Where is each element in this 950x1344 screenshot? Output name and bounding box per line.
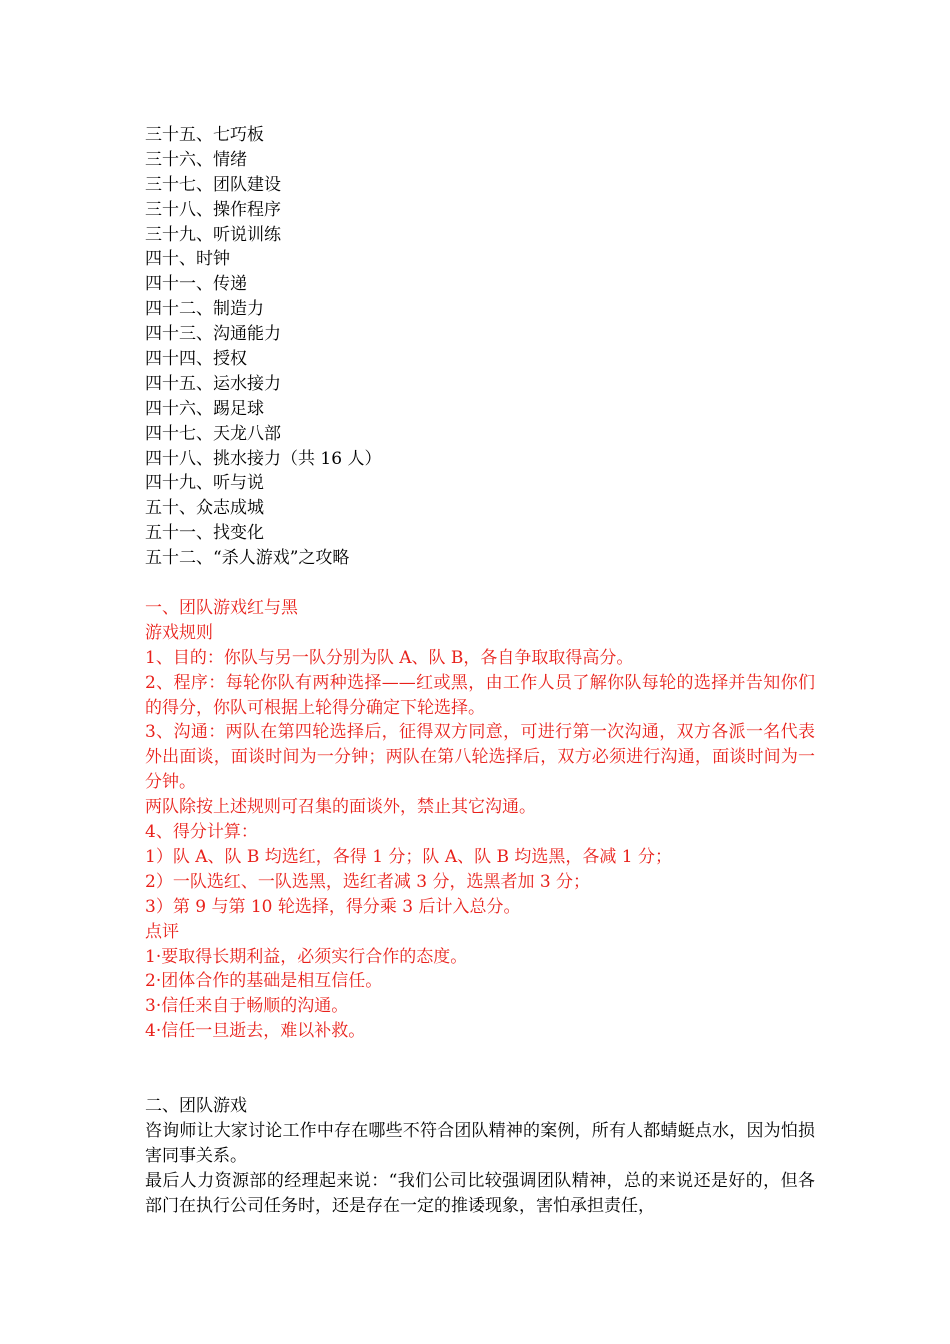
toc-item: 三十八、操作程序 [145, 199, 281, 220]
comment-item: 3·信任来自于畅顺的沟通。 [145, 996, 349, 1017]
section-team-game [145, 1094, 815, 1219]
table-of-contents [145, 123, 815, 571]
toc-item: 四十五、运水接力 [145, 373, 281, 394]
document-page [145, 123, 815, 1219]
rule-paragraph: 2、程序：每轮你队有两种选择——红或黑，由工作人员了解你队每轮的选择并告知你们的得分，你队可根据上轮得分确定下轮选择。 [145, 672, 815, 718]
section-title: 二、团队游戏 [145, 1095, 247, 1116]
toc-item: 四十七、天龙八部 [145, 423, 281, 444]
rule-paragraph: 3、沟通：两队在第四轮选择后，征得双方同意，可进行第一次沟通，双方各派一名代表外出面谈，面谈时间为一分钟；两队在第八轮选择后，双方必须进行沟通，面谈时间为一分钟。 [145, 722, 815, 793]
comment-heading: 点评 [145, 921, 179, 942]
section-title: 一、团队游戏红与黑 [145, 597, 298, 618]
toc-item: 四十、时钟 [145, 249, 230, 270]
blank-lines [145, 1044, 815, 1094]
toc-item: 四十九、听与说 [145, 473, 264, 494]
section-red-black [145, 596, 815, 1044]
toc-item: 四十八、挑水接力（共 16 人） [145, 448, 382, 469]
toc-item: 三十六、情绪 [145, 149, 247, 170]
toc-item: 五十一、找变化 [145, 523, 264, 544]
rule-paragraph: 4、得分计算： [145, 822, 258, 843]
toc-item: 三十五、七巧板 [145, 125, 264, 145]
comment-item: 2·团体合作的基础是相互信任。 [145, 971, 383, 992]
body-paragraph: 咨询师让大家讨论工作中存在哪些不符合团队精神的案例，所有人都蜻蜓点水，因为怕损害同事关系。 [145, 1120, 815, 1166]
blank-line [145, 571, 815, 596]
toc-item: 三十七、团队建设 [145, 174, 281, 195]
rule-note: 两队除按上述规则可召集的面谈外，禁止其它沟通。 [145, 797, 536, 818]
score-item: 2）一队选红、一队选黑，选红者减 3 分，选黑者加 3 分； [145, 871, 591, 892]
toc-item: 四十三、沟通能力 [145, 324, 281, 345]
score-item: 3）第 9 与第 10 轮选择，得分乘 3 后计入总分。 [145, 896, 521, 917]
toc-item: 四十六、踢足球 [145, 398, 264, 419]
toc-item: 四十一、传递 [145, 274, 247, 295]
toc-item: 五十二、“杀人游戏”之攻略 [145, 548, 350, 569]
comment-item: 4·信任一旦逝去，难以补救。 [145, 1021, 366, 1042]
toc-item: 五十、众志成城 [145, 498, 264, 519]
rule-paragraph: 1、目的：你队与另一队分别为队 A、队 B，各自争取取得高分。 [145, 647, 634, 668]
comment-item: 1·要取得长期利益，必须实行合作的态度。 [145, 946, 468, 967]
body-paragraph: 最后人力资源部的经理起来说：“我们公司比较强调团队精神，总的来说还是好的，但各部门在执行公司任务时，还是存在一定的推诿现象，害怕承担责任， [145, 1170, 815, 1216]
toc-item: 三十九、听说训练 [145, 224, 281, 245]
rules-heading: 游戏规则 [145, 622, 213, 643]
toc-item: 四十四、授权 [145, 349, 247, 370]
score-item: 1）队 A、队 B 均选红，各得 1 分；队 A、队 B 均选黑，各减 1 分； [145, 846, 673, 867]
toc-item: 四十二、制造力 [145, 299, 264, 320]
